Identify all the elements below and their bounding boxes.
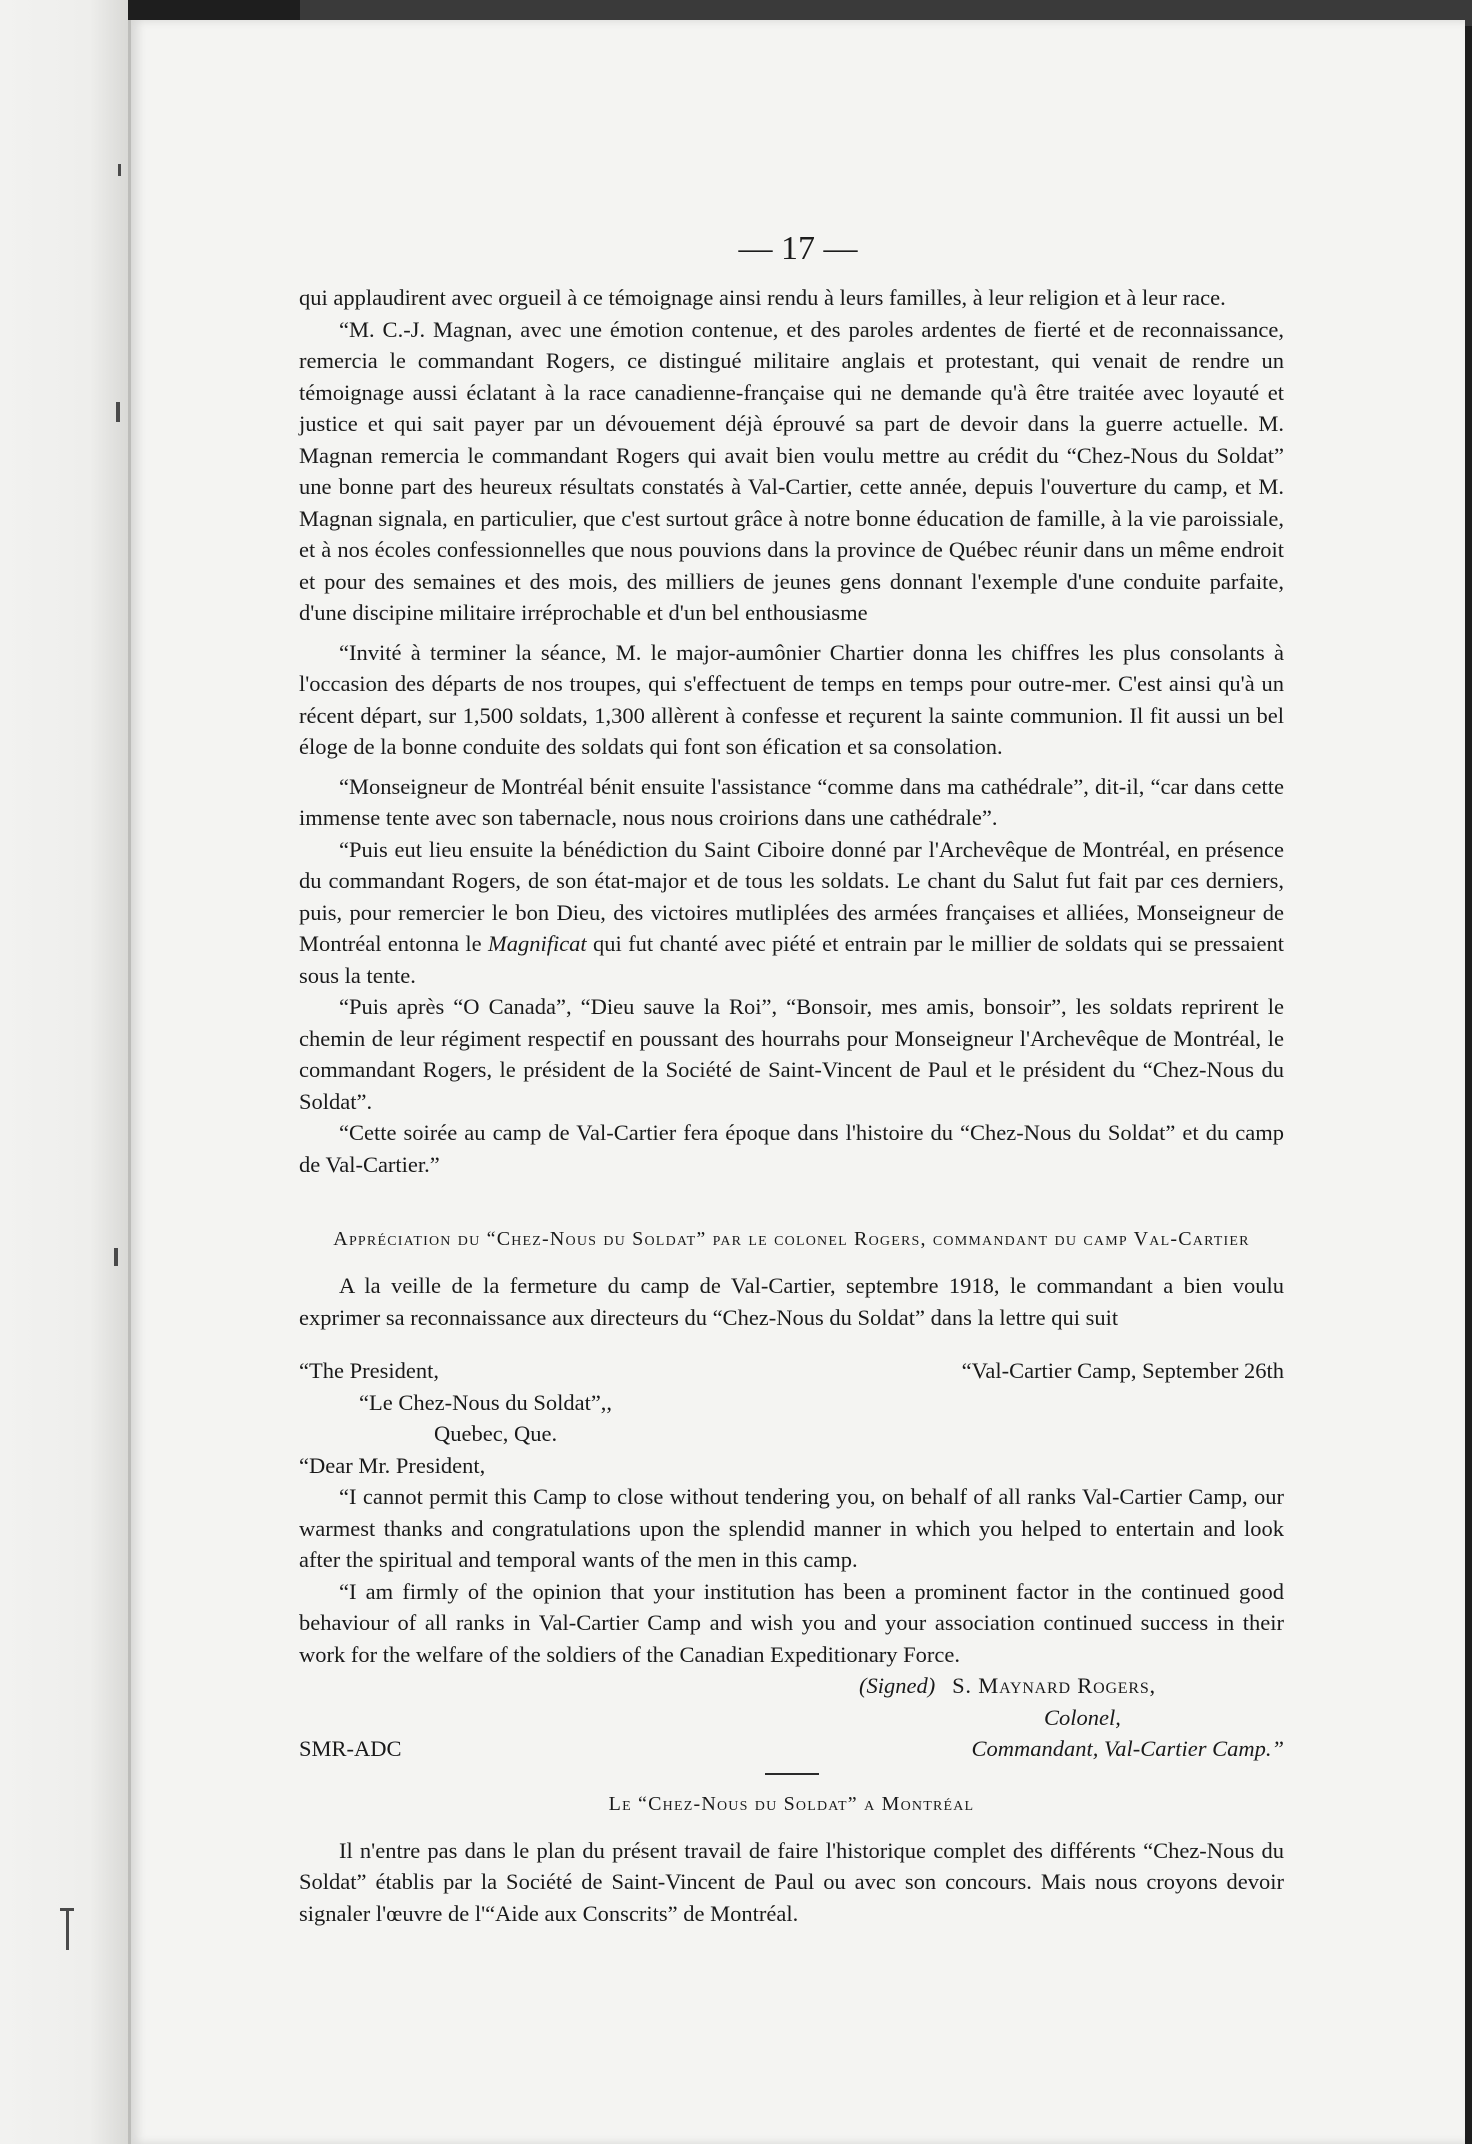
letter-body-1: “I cannot permit this Camp to close without tendering you, on behalf of all ranks Val-Cartier Camp, our warmest thanks and congratulations upon the splendid manner in which you helped to entertain and look after the spiritual and temporal wants of the men in this camp. xyxy=(299,1484,1284,1572)
page-number: — 17 — xyxy=(738,230,858,267)
paragraph-final: Il n'entre pas dans le plan du présent travail de faire l'historique complet des différents “Chez-Nous du Soldat” établis par la Société de Saint-Vincent de Paul ou avec son concours. Mais nous croyons devoir signaler l'œuvre de l'“Aide aux Conscrits” de Montréal. xyxy=(299,1837,1284,1926)
paragraph-monseigneur: “Monseigneur de Montréal bénit ensuite l'assistance “comme dans ma cathédrale”, dit-il, “car dans cette immense tente avec son tabernacle, nous nous croirions dans une cathédrale”. xyxy=(299,773,1284,830)
section-heading-appreciation: Appréciation du “Chez-Nous du Soldat” par le colonel Rogers, commandant du camp Val-Cartier xyxy=(333,1228,1250,1250)
paragraph-o-canada: “Puis après “O Canada”, “Dieu sauve la Roi”, “Bonsoir, mes amis, bonsoir”, les soldats reprirent le chemin de leur régiment respectif en poussant des hourrahs pour Monseigneur l'Archevêque de Montréal, le commandant Rogers, le président de la Société de Saint-Vincent de Paul et le président du “Chez-Nous du Soldat”. xyxy=(299,994,1284,1114)
paragraph-salut xyxy=(299,834,1284,992)
signed-label: (Signed) xyxy=(859,1673,936,1698)
page-content xyxy=(299,282,1284,1929)
paragraph-continuation: qui applaudirent avec orgueil à ce témoignage ainsi rendu à leurs familles, à leur religion et à leur race. xyxy=(299,285,1226,310)
paragraph-salut-text-1: “Puis eut lieu ensuite la bénédiction du Saint Ciboire donné par l'Archevêque de Montréal, en présence du commandant Rogers, de son état-major et de tous les soldats. Le chant du Salut fut fait par ces derniers, puis, pour remercier le bon Dieu, des victoires mutliplées des armées françaises et alliées, Monseigneur de Montréal entonna le xyxy=(299,836,1284,956)
letter-footer-row xyxy=(299,1733,1284,1765)
letter xyxy=(299,1355,1284,1765)
letter-rank: Colonel, xyxy=(1044,1704,1121,1730)
scan-mark-3 xyxy=(114,1248,118,1266)
letter-recipient-2: Quebec, Que. xyxy=(434,1421,558,1446)
letter-initials: SMR-ADC xyxy=(299,1736,402,1761)
letter-recipient-1: “Le Chez-Nous du Soldat”,, xyxy=(359,1389,613,1415)
scan-mark-1 xyxy=(118,164,121,176)
scan-mark-2 xyxy=(116,402,120,422)
paragraph-salut-text-2: qui fut chanté avec piété et entrain par le millier de soldats qui se pressaient sous la tente. xyxy=(299,931,1285,988)
signature-name: S. Maynard Rogers, xyxy=(952,1673,1156,1698)
section-heading-montreal: Le “Chez-Nous du Soldat” a Montréal xyxy=(608,1792,975,1815)
letter-signature-row xyxy=(299,1670,1284,1702)
letter-greeting: “Dear Mr. President, xyxy=(299,1452,486,1478)
letter-body-2: “I am firmly of the opinion that your institution has been a prominent factor in the continued good behaviour of all ranks in Val-Cartier Camp and wish you and your association continued success in their work for the welfare of the soldiers of the Canadian Expeditionary Force. xyxy=(299,1578,1284,1667)
magnificat-italic: Magnificat xyxy=(487,931,587,956)
paragraph-letter-intro: A la veille de la fermeture du camp de Val-Cartier, septembre 1918, le commandant a bien voulu exprimer sa reconnaissance aux directeurs du “Chez-Nous du Soldat” dans la lettre qui suit xyxy=(299,1273,1284,1330)
paragraph-magnan: “M. C.-J. Magnan, avec une émotion contenue, et des paroles ardentes de fierté et de reconnaissance, remercia le commandant Rogers, ce distingué militaire anglais et protestant, qui venait de rendre un témoignage aussi éclatant à la race canadienne-française qui ne demande qu'à être traitée avec loyauté et justice et qui sait payer par un dévouement déjà éprouvé sa part de devoir dans la guerre actuelle. M. Magnan remercia le commandant Rogers qui avait bien voulu mettre au crédit du “Chez-Nous du Soldat” une bonne part des heureux résultats constatés à Val-Cartier, cette année, depuis l'ouverture du camp, et M. Magnan signala, en particulier, que c'est surtout grâce à notre bonne éducation de famille, à la vie paroissiale, et à nos écoles confessionnelles que nous pouvions dans la province de Québec réunir dans un même endroit et pour des semaines et des mois, des milliers de jeunes gens donnant l'exemple d'une conduite parfaite, d'une discipine militaire irréprochable et d'un bel enthousiasme xyxy=(299,316,1284,625)
facing-page-margin xyxy=(0,0,128,2144)
scan-mark-5 xyxy=(66,1910,69,1950)
document-page xyxy=(128,20,1465,2144)
section-divider xyxy=(765,1773,819,1775)
paragraph-soiree: “Cette soirée au camp de Val-Cartier fera époque dans l'histoire du “Chez-Nous du Soldat” et du camp de Val-Cartier.” xyxy=(299,1120,1284,1177)
letter-dateline: “Val-Cartier Camp, September 26th xyxy=(961,1358,1284,1383)
paragraph-chartier: “Invité à terminer la séance, M. le major-aumônier Chartier donna les chiffres les plus consolants à l'occasion des départs de nos troupes, qui s'effectuent de temps en temps pour outre-mer. C'est ainsi qu'à un récent départ, sur 1,500 soldats, 1,300 allèrent à confesse et reçurent la sainte communion. Il fit aussi un bel éloge de la bonne conduite des soldats qui font son éfication et sa consolation. xyxy=(299,639,1284,759)
letter-salutation-to: “The President, xyxy=(299,1358,439,1383)
letter-header-row xyxy=(299,1355,1284,1387)
letter-commandant: Commandant, Val-Cartier Camp.” xyxy=(971,1736,1284,1761)
